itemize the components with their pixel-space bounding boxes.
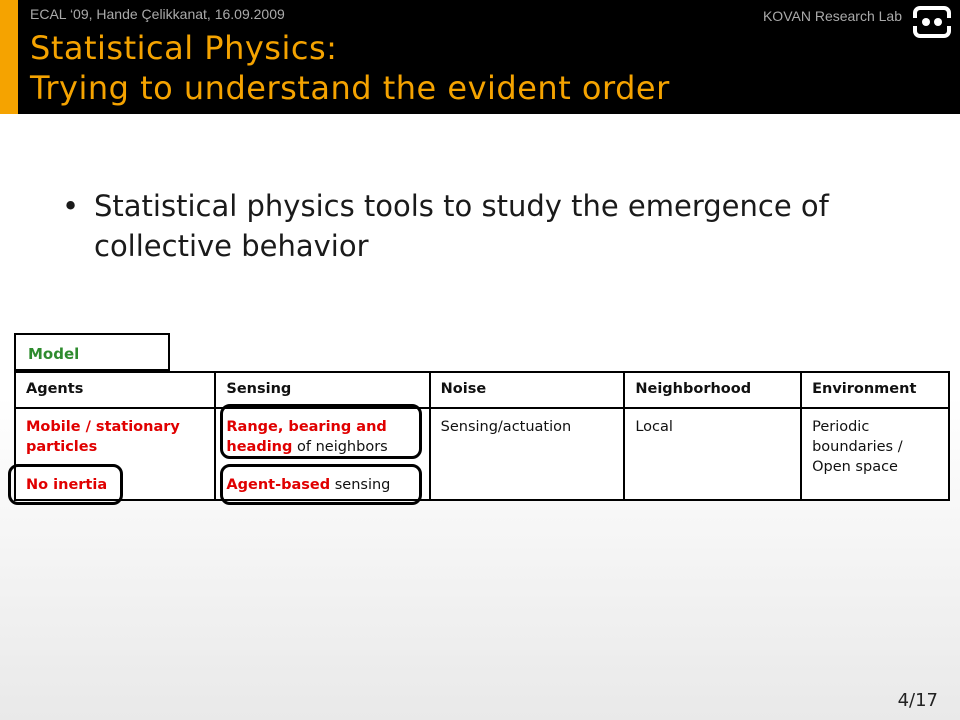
bullet-dot: • <box>62 189 80 223</box>
presentation-meta: ECAL ‘09, Hande Çelikkanat, 16.09.2009 <box>30 6 285 22</box>
cell-neighborhood: Local <box>624 408 801 500</box>
highlight-oval-no-inertia <box>8 464 123 505</box>
header-environment: Environment <box>801 372 949 408</box>
bullet-point <box>62 186 922 266</box>
sensing-line2-highlight: Agent-based <box>226 477 331 493</box>
header-noise: Noise <box>430 372 625 408</box>
lab-name: KOVAN Research Lab <box>762 8 902 24</box>
cell-noise: Sensing/actuation <box>430 408 625 500</box>
page-number: 4/17 <box>897 690 938 711</box>
header-accent-strip <box>0 0 18 114</box>
header-sensing: Sensing <box>215 372 429 408</box>
header-neighborhood: Neighborhood <box>624 372 801 408</box>
slide-title-line2: Trying to understand the evident order <box>30 69 670 107</box>
kovan-robot-logo-icon <box>912 4 952 40</box>
sensing-line1-rest: of neighbors <box>292 439 388 455</box>
table-header-row <box>15 372 949 408</box>
slide-title-line1: Statistical Physics: <box>30 29 338 67</box>
agents-line2: No inertia <box>26 477 108 493</box>
model-label: Model <box>14 333 170 371</box>
highlight-oval-range-bearing <box>220 404 422 459</box>
sensing-line2-rest: sensing <box>330 477 391 493</box>
header-agents: Agents <box>15 372 215 408</box>
table-row <box>15 408 949 500</box>
slide-title <box>30 28 670 108</box>
bullet-text: Statistical physics tools to study the emergence of collective behavior <box>94 189 829 263</box>
agents-line1: Mobile / stationary particles <box>26 419 180 455</box>
cell-environment: Periodic boundaries / Open space <box>801 408 949 500</box>
model-table <box>14 371 950 501</box>
header-bar <box>0 0 960 114</box>
highlight-oval-agent-based <box>220 464 422 505</box>
sensing-line1-highlight: Range, bearing and heading <box>226 419 387 455</box>
